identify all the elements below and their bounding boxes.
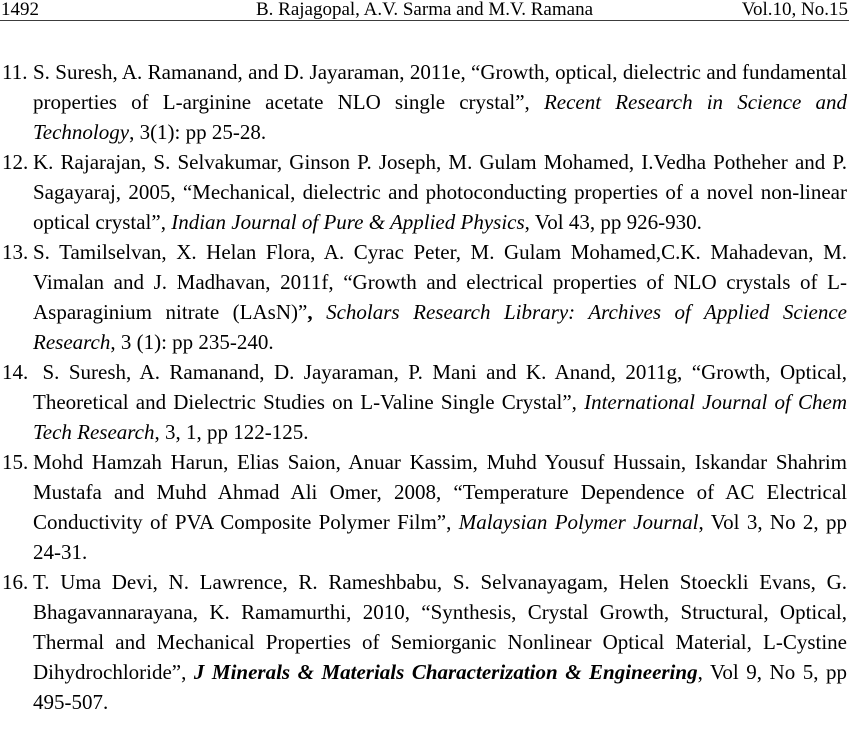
- reference-text-segment: S. Tamilselvan, X. Helan Flora, A. Cyrac Peter, M. Gulam Mohamed,C.K. Mahadevan, M. Vimalan and J. Madhavan, 2011f, “Growth and electrical properties of NLO crystals of L-Asparaginium nitrate (LAsN)”: [33, 240, 847, 324]
- reference-text-segment: , Vol 9, No 5, pp 495-507.: [33, 660, 847, 714]
- reference-text-segment: Mohd Hamzah Harun, Elias Saion, Anuar Kassim, Muhd Yousuf Hussain, Iskandar Shahrim Mustafa and Muhd Ahmad Ali Omer, 2008, “Temperature Dependence of AC Electrical Conductivity of PVA Composite Polymer Film”,: [33, 450, 847, 534]
- reference-text-segment: S. Suresh, A. Ramanand, and D. Jayaraman, 2011e, “Growth, optical, dielectric and fundamental properties of L-arginine acetate NLO single crystal”,: [33, 60, 847, 114]
- reference-number: 15.: [2, 450, 29, 474]
- reference-text-segment: J Minerals & Materials Characterization & Engineering: [193, 660, 698, 684]
- reference-text-segment: , 3(1): pp 25-28.: [129, 120, 267, 144]
- header-rule: [0, 20, 849, 21]
- reference-item: [2, 567, 847, 717]
- reference-number: 13.: [2, 240, 29, 264]
- reference-text-segment: , 3 (1): pp 235-240.: [110, 330, 274, 354]
- reference-text-segment: K. Rajarajan, S. Selvakumar, Ginson P. Joseph, M. Gulam Mohamed, I.Vedha Potheher and P. Sagayaraj, 2005, “Mechanical, dielectric and photoconducting properties of a novel non-linear optical crystal”,: [33, 150, 847, 234]
- reference-number: 14.: [2, 360, 29, 384]
- reference-text-segment: S. Suresh, A. Ramanand, D. Jayaraman, P. Mani and K. Anand, 2011g, “Growth, Optical, Theoretical and Dielectric Studies on L-Valine Single Crystal”,: [33, 360, 847, 414]
- page-header: [0, 0, 849, 20]
- reference-item: [2, 57, 847, 147]
- reference-text-segment: Malaysian Polymer Journal: [458, 510, 699, 534]
- page-number: 1492: [1, 0, 39, 20]
- reference-item: [2, 447, 847, 567]
- reference-text-segment: , 3, 1, pp 122-125.: [154, 420, 309, 444]
- reference-item: [2, 147, 847, 237]
- reference-text-segment: Indian Journal of Pure & Applied Physics: [171, 210, 525, 234]
- volume-issue: Vol.10, No.15: [741, 0, 848, 20]
- reference-list: [2, 57, 847, 717]
- reference-number: 16.: [2, 570, 29, 594]
- reference-text-segment: Recent Research in Science and Technology: [33, 90, 847, 144]
- reference-item: [2, 357, 847, 447]
- reference-text-segment: , Vol 3, No 2, pp 24-31.: [33, 510, 847, 564]
- reference-text-segment: T. Uma Devi, N. Lawrence, R. Rameshbabu, S. Selvanayagam, Helen Stoeckli Evans, G. Bhagavannarayana, K. Ramamurthi, 2010, “Synthesis, Crystal Growth, Structural, Optical, Thermal and Mechanical Properties of Semiorganic Nonlinear Optical Material, L-Cystine Dihydrochloride”,: [33, 570, 847, 684]
- reference-item: [2, 237, 847, 357]
- running-authors: B. Rajagopal, A.V. Sarma and M.V. Ramana: [255, 0, 594, 20]
- reference-text-segment: Scholars Research Library: Archives of Applied Science Research: [33, 300, 847, 354]
- reference-number: 11.: [2, 60, 28, 84]
- reference-number: 12.: [2, 150, 29, 174]
- reference-text-segment: International Journal of Chem Tech Research: [33, 390, 848, 444]
- reference-text-segment: , Vol 43, pp 926-930.: [524, 210, 702, 234]
- reference-text-segment: ,: [307, 300, 327, 324]
